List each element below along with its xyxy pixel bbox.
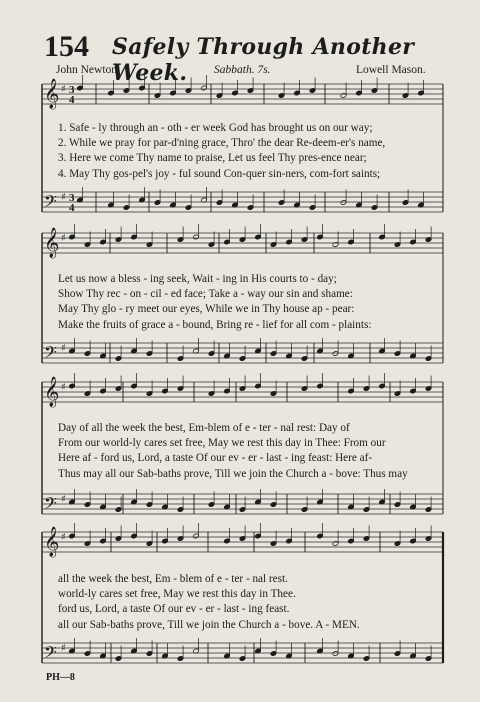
treble-clef-icon: 𝄞 (44, 527, 60, 557)
lyric-line: Show Thy rec - on - cil - ed face; Take a - way our sin and shame: (58, 288, 353, 301)
sharp-icon: ♯ (61, 494, 66, 505)
lyric-line: 2. While we pray for par-d'ning grace, Thro' the dear Re-deem-er's name, (58, 137, 386, 150)
lyric-line: 3. Here we come Thy name to praise, Let us feel Thy pres-ence near; (58, 152, 367, 165)
sharp-icon: ♯ (61, 84, 66, 95)
time-signature-top: 3 (69, 84, 75, 96)
treble-clef-icon: 𝄞 (44, 79, 60, 109)
sharp-icon: ♯ (61, 643, 66, 654)
lyric-line: Day of all the week the best, Em-blem of e - ter - nal rest: Day of (58, 422, 350, 434)
lyric-line: Thus may all our Sab-baths prove, Till we join the Church a - bove: Thus may (58, 467, 408, 480)
sharp-icon: ♯ (61, 343, 66, 354)
lyrics-system-2 (58, 272, 441, 333)
lyric-line: all the week the best, Em - blem of e - ter - nal rest. (58, 573, 288, 585)
treble-clef-icon: 𝄞 (44, 228, 60, 258)
lyric-line: May Thy glo - ry meet our eyes, While we in Thy house ap - pear: (58, 303, 355, 316)
bass-clef-icon: 𝄢 (44, 642, 57, 666)
lyrics-system-1 (58, 121, 441, 182)
sharp-icon: ♯ (61, 532, 66, 543)
lyrics-system-4 (58, 572, 441, 633)
composer-credit: Lowell Mason. (356, 64, 426, 76)
treble-clef-icon: 𝄞 (44, 377, 60, 407)
lyric-line: 1. Safe - ly through an - oth - er week God has brought us on our way; (58, 122, 373, 134)
lyrics-system-3 (58, 421, 441, 482)
hymn-title: Safely Through Another Week. (112, 34, 415, 86)
lyric-line: ford us, Lord, a taste Of our ev - er - last - ing feast. (58, 603, 290, 616)
bass-clef-icon: 𝄢 (44, 191, 57, 215)
meter-label: Sabbath. 7s. (214, 64, 271, 76)
lyric-line: 4. May Thy gos-pel's joy - ful sound Con-quer sin-ners, com-fort saints; (58, 167, 381, 180)
sharp-icon: ♯ (61, 233, 66, 244)
sharp-icon: ♯ (61, 192, 66, 203)
bass-clef-icon: 𝄢 (44, 493, 57, 517)
time-signature-bottom: 4 (69, 94, 75, 106)
time-signature-bottom: 4 (69, 202, 75, 214)
lyric-line: From our world-ly cares set free, May we rest this day in Thee: From our (58, 437, 386, 450)
lyric-line: all our Sab-baths prove, Till we join the Church a - bove. A - MEN. (58, 618, 360, 631)
hymn-number: 154 (44, 30, 89, 63)
page-footer: PH—8 (46, 672, 75, 683)
time-signature-top: 3 (69, 192, 75, 204)
lyric-line: Let us now a bless - ing seek, Wait - ing in His courts to - day; (58, 273, 337, 285)
lyric-line: Here af - ford us, Lord, a taste Of our ev - er - last - ing feast: Here af- (58, 452, 373, 465)
lyric-line: Make the fruits of grace a - bound, Bring re - lief for all com - plaints: (58, 318, 372, 331)
lyric-line: world-ly cares set free, May we rest this day in Thee. (58, 588, 296, 601)
sharp-icon: ♯ (61, 382, 66, 393)
author-credit: John Newton. (56, 64, 120, 76)
bass-clef-icon: 𝄢 (44, 342, 57, 366)
